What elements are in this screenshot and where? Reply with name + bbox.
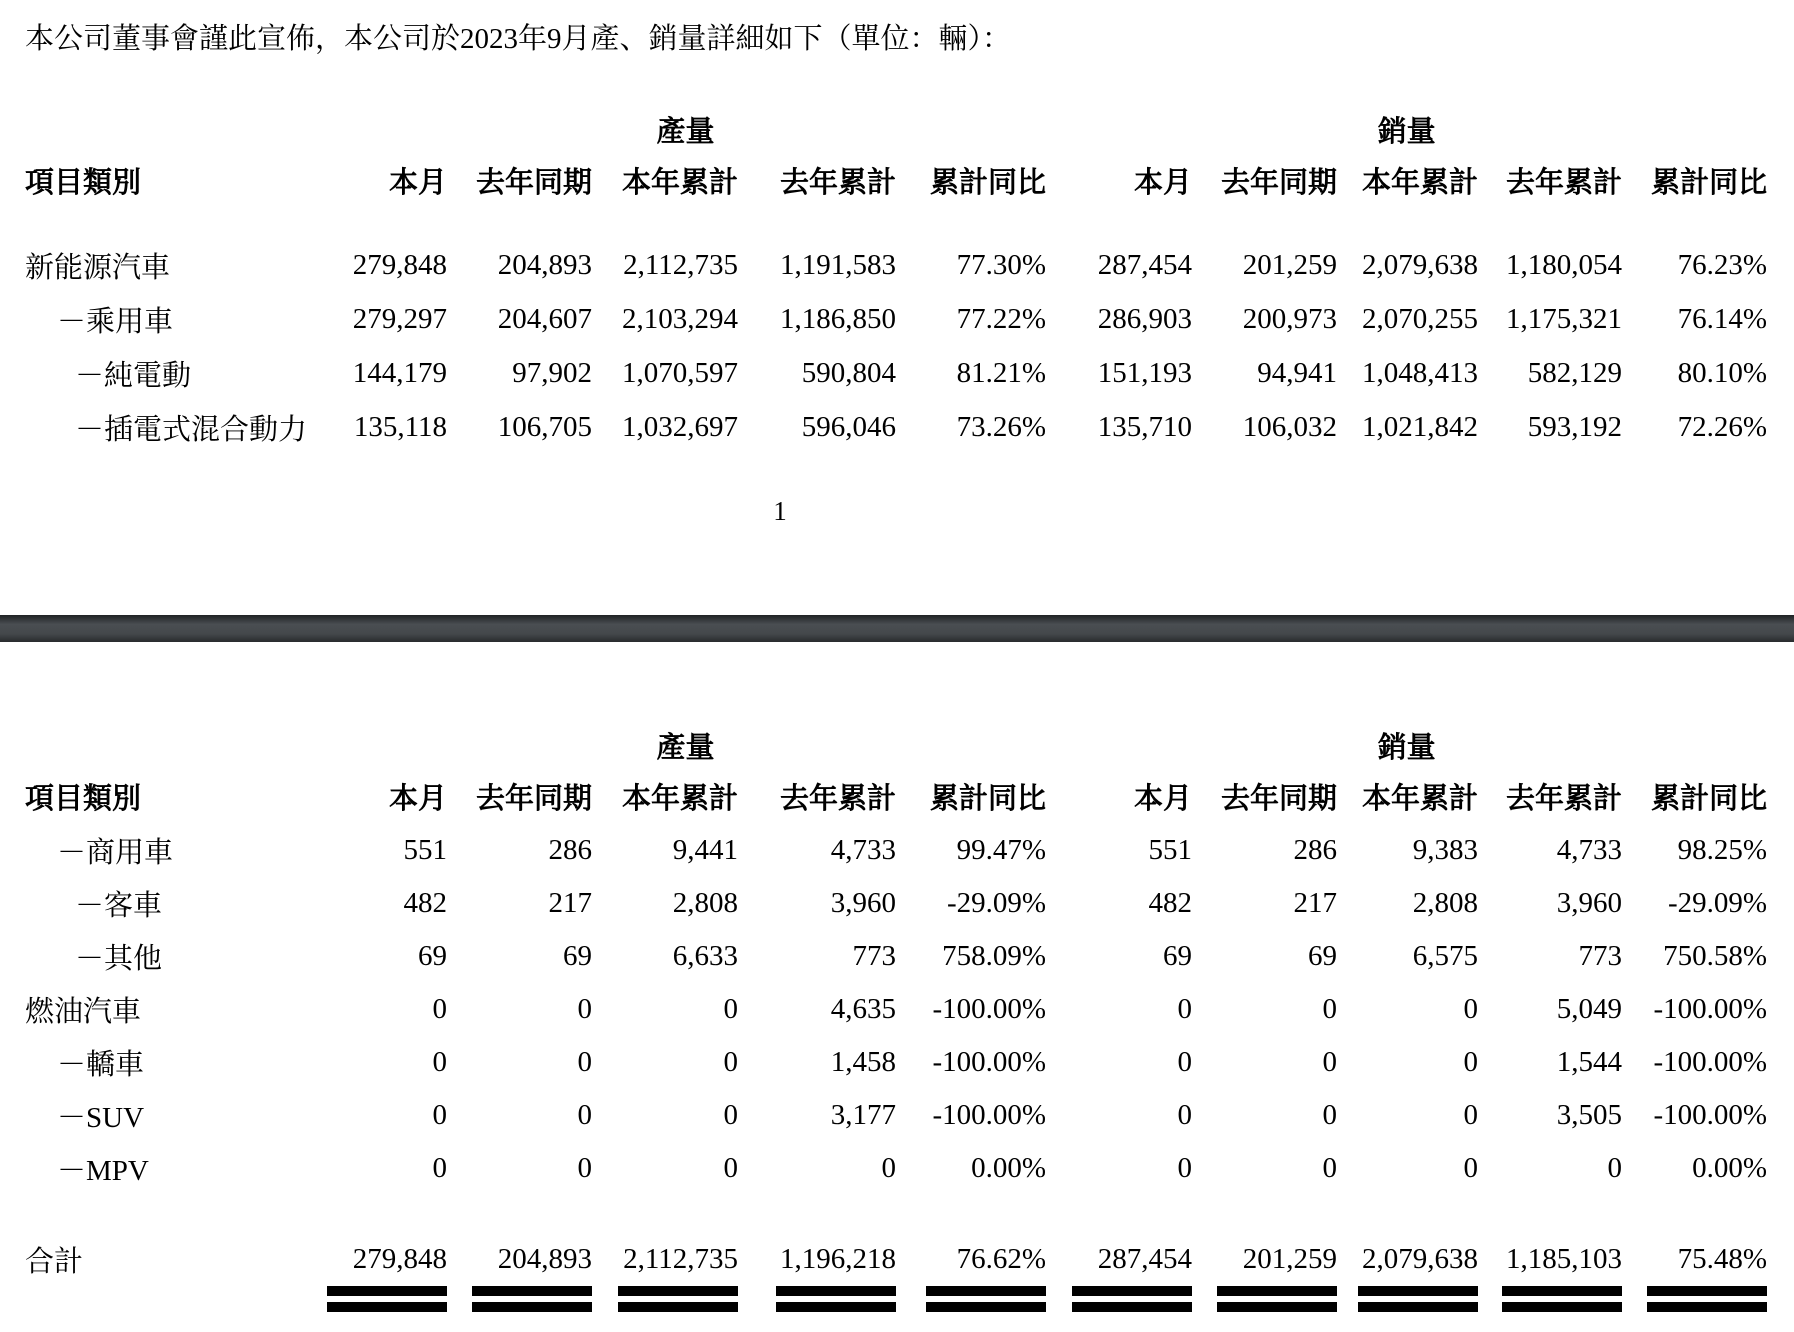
cell: 0 — [432, 993, 447, 1025]
cell: 97,902 — [512, 356, 592, 389]
cell: 596,046 — [801, 410, 896, 443]
cell: -29.09% — [1668, 887, 1768, 919]
cell: 1,021,842 — [1362, 410, 1479, 443]
cell: 135,710 — [1097, 410, 1193, 443]
column-header: 去年同期 — [475, 166, 592, 199]
cell: 72.26% — [1677, 410, 1768, 443]
column-header-row — [25, 152, 1767, 208]
group-header-row — [25, 722, 1767, 768]
group-header-production: 產量 — [656, 731, 715, 764]
cell: 2,079,638 — [1362, 248, 1479, 281]
column-header: 本月 — [1134, 782, 1193, 815]
column-header: 去年累計 — [779, 782, 896, 815]
cell: 81.21% — [956, 356, 1047, 389]
cell: 590,804 — [801, 356, 896, 389]
cell: 1,175,321 — [1506, 302, 1623, 335]
cell: 286,903 — [1097, 302, 1193, 335]
cell: 2,808 — [1412, 887, 1479, 919]
table-row — [25, 877, 1767, 930]
cell: 3,960 — [1556, 887, 1623, 919]
cell: 279,297 — [352, 302, 447, 335]
column-header: 累計同比 — [1651, 782, 1768, 815]
table-row — [25, 238, 1767, 292]
double-rule — [1358, 1286, 1478, 1312]
column-header: 累計同比 — [930, 166, 1047, 199]
cell: 1,544 — [1556, 1046, 1623, 1078]
cell: 0 — [577, 1099, 592, 1131]
announcement-intro: 本公司董事會謹此宣佈，本公司於2023年9月產、銷量詳細如下（單位：輛）： — [25, 23, 1012, 55]
cell: 98.25% — [1677, 834, 1768, 866]
page-number: 1 — [773, 496, 787, 526]
cell: 201,259 — [1242, 248, 1338, 281]
cell: 204,893 — [497, 248, 592, 281]
document-page-1 — [0, 0, 1794, 615]
table-row — [25, 983, 1767, 1036]
group-header-sales: 銷量 — [1377, 731, 1436, 764]
cell: -100.00% — [1653, 1046, 1768, 1078]
cell: -100.00% — [932, 1046, 1047, 1078]
cell: 2,079,638 — [1362, 1242, 1479, 1275]
row-label: －SUV — [57, 1102, 145, 1134]
cell: 0 — [881, 1152, 896, 1184]
column-header: 累計同比 — [930, 782, 1047, 815]
cell: 4,635 — [830, 993, 896, 1025]
cell: 217 — [1293, 887, 1338, 919]
cell: 69 — [1308, 940, 1338, 972]
cell: 286 — [548, 834, 592, 866]
row-label: －純電動 — [75, 359, 192, 392]
cell: 204,893 — [497, 1242, 592, 1275]
cell: 286 — [1293, 834, 1338, 866]
double-rule — [1502, 1286, 1622, 1312]
cell: 135,118 — [353, 410, 447, 443]
column-header: 去年同期 — [475, 782, 592, 815]
column-header-row — [25, 768, 1767, 824]
cell: 0 — [432, 1046, 447, 1078]
cell: 0 — [1322, 1046, 1338, 1078]
cell: 758.09% — [942, 940, 1047, 972]
cell: 0 — [1177, 1046, 1193, 1078]
column-header: 本年累計 — [621, 166, 738, 199]
row-label: －MPV — [57, 1155, 149, 1187]
cell-empty — [25, 106, 325, 152]
cell: -100.00% — [1653, 1099, 1768, 1131]
cell: 69 — [1163, 940, 1193, 972]
row-label: －轎車 — [57, 1049, 145, 1081]
spacer-row — [25, 1195, 1767, 1235]
column-header: 本月 — [388, 782, 447, 815]
cell: 287,454 — [1097, 248, 1193, 281]
cell: 0 — [1177, 993, 1193, 1025]
cell: 551 — [1148, 834, 1193, 866]
cell: 6,633 — [672, 940, 738, 972]
double-rule — [1072, 1286, 1192, 1312]
column-header: 累計同比 — [1651, 166, 1768, 199]
cell: 1,048,413 — [1362, 356, 1479, 389]
production-sales-table-page1 — [25, 106, 1767, 454]
cell: 69 — [418, 940, 447, 972]
cell: 106,705 — [497, 410, 592, 443]
cell: 201,259 — [1242, 1242, 1338, 1275]
total-row — [25, 1235, 1767, 1283]
cell: 2,103,294 — [622, 302, 738, 335]
cell: 77.22% — [956, 302, 1047, 335]
row-label: －插電式混合動力 — [75, 413, 308, 446]
cell: 0 — [723, 1046, 738, 1078]
cell: 0 — [1177, 1099, 1193, 1131]
double-rule — [1647, 1286, 1767, 1312]
cell: 94,941 — [1257, 356, 1338, 389]
column-header: 去年累計 — [1506, 166, 1623, 199]
cell: 0 — [723, 993, 738, 1025]
cell: 1,191,583 — [780, 248, 896, 281]
double-rule — [327, 1286, 447, 1312]
cell: 4,733 — [1556, 834, 1623, 866]
cell: 99.47% — [956, 834, 1047, 866]
cell: 2,808 — [672, 887, 738, 919]
cell: 279,848 — [352, 1242, 447, 1275]
cell: 1,070,597 — [622, 356, 738, 389]
cell: 76.14% — [1677, 302, 1768, 335]
table-row — [25, 1089, 1767, 1142]
cell: -100.00% — [1653, 993, 1768, 1025]
cell: 5,049 — [1556, 993, 1623, 1025]
row-label: －乘用車 — [57, 305, 174, 338]
cell: 0.00% — [1692, 1152, 1768, 1184]
cell: 151,193 — [1097, 356, 1193, 389]
cell: 0 — [432, 1099, 447, 1131]
column-header-category: 項目類別 — [25, 782, 142, 815]
cell: 0 — [577, 993, 592, 1025]
cell: 1,196,218 — [780, 1242, 896, 1275]
cell: 1,180,054 — [1506, 248, 1623, 281]
row-label: －客車 — [75, 890, 163, 922]
cell: 75.48% — [1677, 1242, 1768, 1275]
double-rule — [926, 1286, 1046, 1312]
cell: 0 — [577, 1046, 592, 1078]
cell: 0.00% — [971, 1152, 1047, 1184]
cell: 0 — [1607, 1152, 1623, 1184]
double-rule — [776, 1286, 896, 1312]
cell: 3,177 — [830, 1099, 896, 1131]
cell: 1,032,697 — [622, 410, 738, 443]
cell: 773 — [1578, 940, 1623, 972]
cell: 106,032 — [1242, 410, 1338, 443]
cell: 4,733 — [830, 834, 896, 866]
document-page-2 — [0, 722, 1794, 1332]
cell: 3,505 — [1556, 1099, 1623, 1131]
table-row — [25, 346, 1767, 400]
cell: 3,960 — [830, 887, 896, 919]
cell: 482 — [1148, 887, 1193, 919]
row-label: 燃油汽車 — [25, 996, 142, 1028]
cell: 2,070,255 — [1362, 302, 1479, 335]
cell: 0 — [1463, 1152, 1479, 1184]
table-row — [25, 1036, 1767, 1089]
cell-empty — [25, 208, 1767, 238]
table-row — [25, 930, 1767, 983]
cell: 1,458 — [830, 1046, 896, 1078]
group-header-production: 產量 — [656, 115, 715, 148]
cell: 773 — [852, 940, 896, 972]
column-header: 本年累計 — [1362, 166, 1479, 199]
cell: 0 — [1463, 1046, 1479, 1078]
column-header: 去年累計 — [779, 166, 896, 199]
table-row — [25, 292, 1767, 346]
cell: 217 — [548, 887, 592, 919]
cell: 551 — [403, 834, 447, 866]
cell: 279,848 — [352, 248, 447, 281]
cell: 1,185,103 — [1506, 1242, 1623, 1275]
cell: 1,186,850 — [780, 302, 896, 335]
spacer-row — [25, 208, 1767, 238]
cell: 0 — [577, 1152, 592, 1184]
cell: 582,129 — [1527, 356, 1623, 389]
cell: 69 — [563, 940, 592, 972]
cell-empty — [25, 722, 325, 768]
double-rule — [618, 1286, 738, 1312]
cell: 287,454 — [1097, 1242, 1193, 1275]
cell-empty — [25, 1283, 325, 1313]
cell: 0 — [1463, 1099, 1479, 1131]
cell: 0 — [432, 1152, 447, 1184]
cell: 76.62% — [956, 1242, 1047, 1275]
table-row — [25, 1142, 1767, 1195]
cell: 750.58% — [1663, 940, 1768, 972]
row-label: 新能源汽車 — [25, 251, 171, 284]
cell: 0 — [1322, 993, 1338, 1025]
column-header: 去年同期 — [1221, 782, 1338, 815]
double-rule-row — [25, 1283, 1767, 1313]
row-label: 合計 — [25, 1245, 84, 1278]
column-header: 本月 — [1134, 166, 1193, 199]
pdf-page-separator — [0, 615, 1794, 642]
row-label: －其他 — [75, 943, 163, 975]
row-label: －商用車 — [57, 837, 174, 869]
cell: 593,192 — [1527, 410, 1623, 443]
cell: 76.23% — [1677, 248, 1768, 281]
production-sales-table-page2 — [25, 722, 1767, 1313]
column-header: 去年累計 — [1506, 782, 1623, 815]
cell: 9,383 — [1412, 834, 1479, 866]
cell: -100.00% — [932, 1099, 1047, 1131]
column-header: 本月 — [388, 166, 447, 199]
group-header-sales: 銷量 — [1377, 115, 1436, 148]
cell: 0 — [1322, 1099, 1338, 1131]
cell: 204,607 — [497, 302, 592, 335]
cell: 80.10% — [1677, 356, 1768, 389]
table-row — [25, 400, 1767, 454]
group-header-row — [25, 106, 1767, 152]
cell: 0 — [1322, 1152, 1338, 1184]
cell: 2,112,735 — [623, 1242, 738, 1275]
cell: 73.26% — [956, 410, 1047, 443]
cell: 0 — [723, 1099, 738, 1131]
cell: 0 — [1177, 1152, 1193, 1184]
double-rule — [472, 1286, 592, 1312]
cell: 200,973 — [1242, 302, 1338, 335]
cell: 6,575 — [1412, 940, 1479, 972]
cell: -100.00% — [932, 993, 1047, 1025]
table-row — [25, 824, 1767, 877]
cell: 0 — [723, 1152, 738, 1184]
cell: 482 — [403, 887, 447, 919]
column-header: 去年同期 — [1221, 166, 1338, 199]
double-rule — [1217, 1286, 1337, 1312]
column-header: 本年累計 — [1362, 782, 1479, 815]
column-header: 本年累計 — [621, 782, 738, 815]
cell-empty — [25, 1195, 1767, 1235]
cell: -29.09% — [946, 887, 1047, 919]
cell: 2,112,735 — [623, 248, 738, 281]
cell: 77.30% — [956, 248, 1047, 281]
cell: 9,441 — [672, 834, 738, 866]
cell: 0 — [1463, 993, 1479, 1025]
cell: 144,179 — [352, 356, 447, 389]
column-header-category: 項目類別 — [25, 166, 142, 199]
